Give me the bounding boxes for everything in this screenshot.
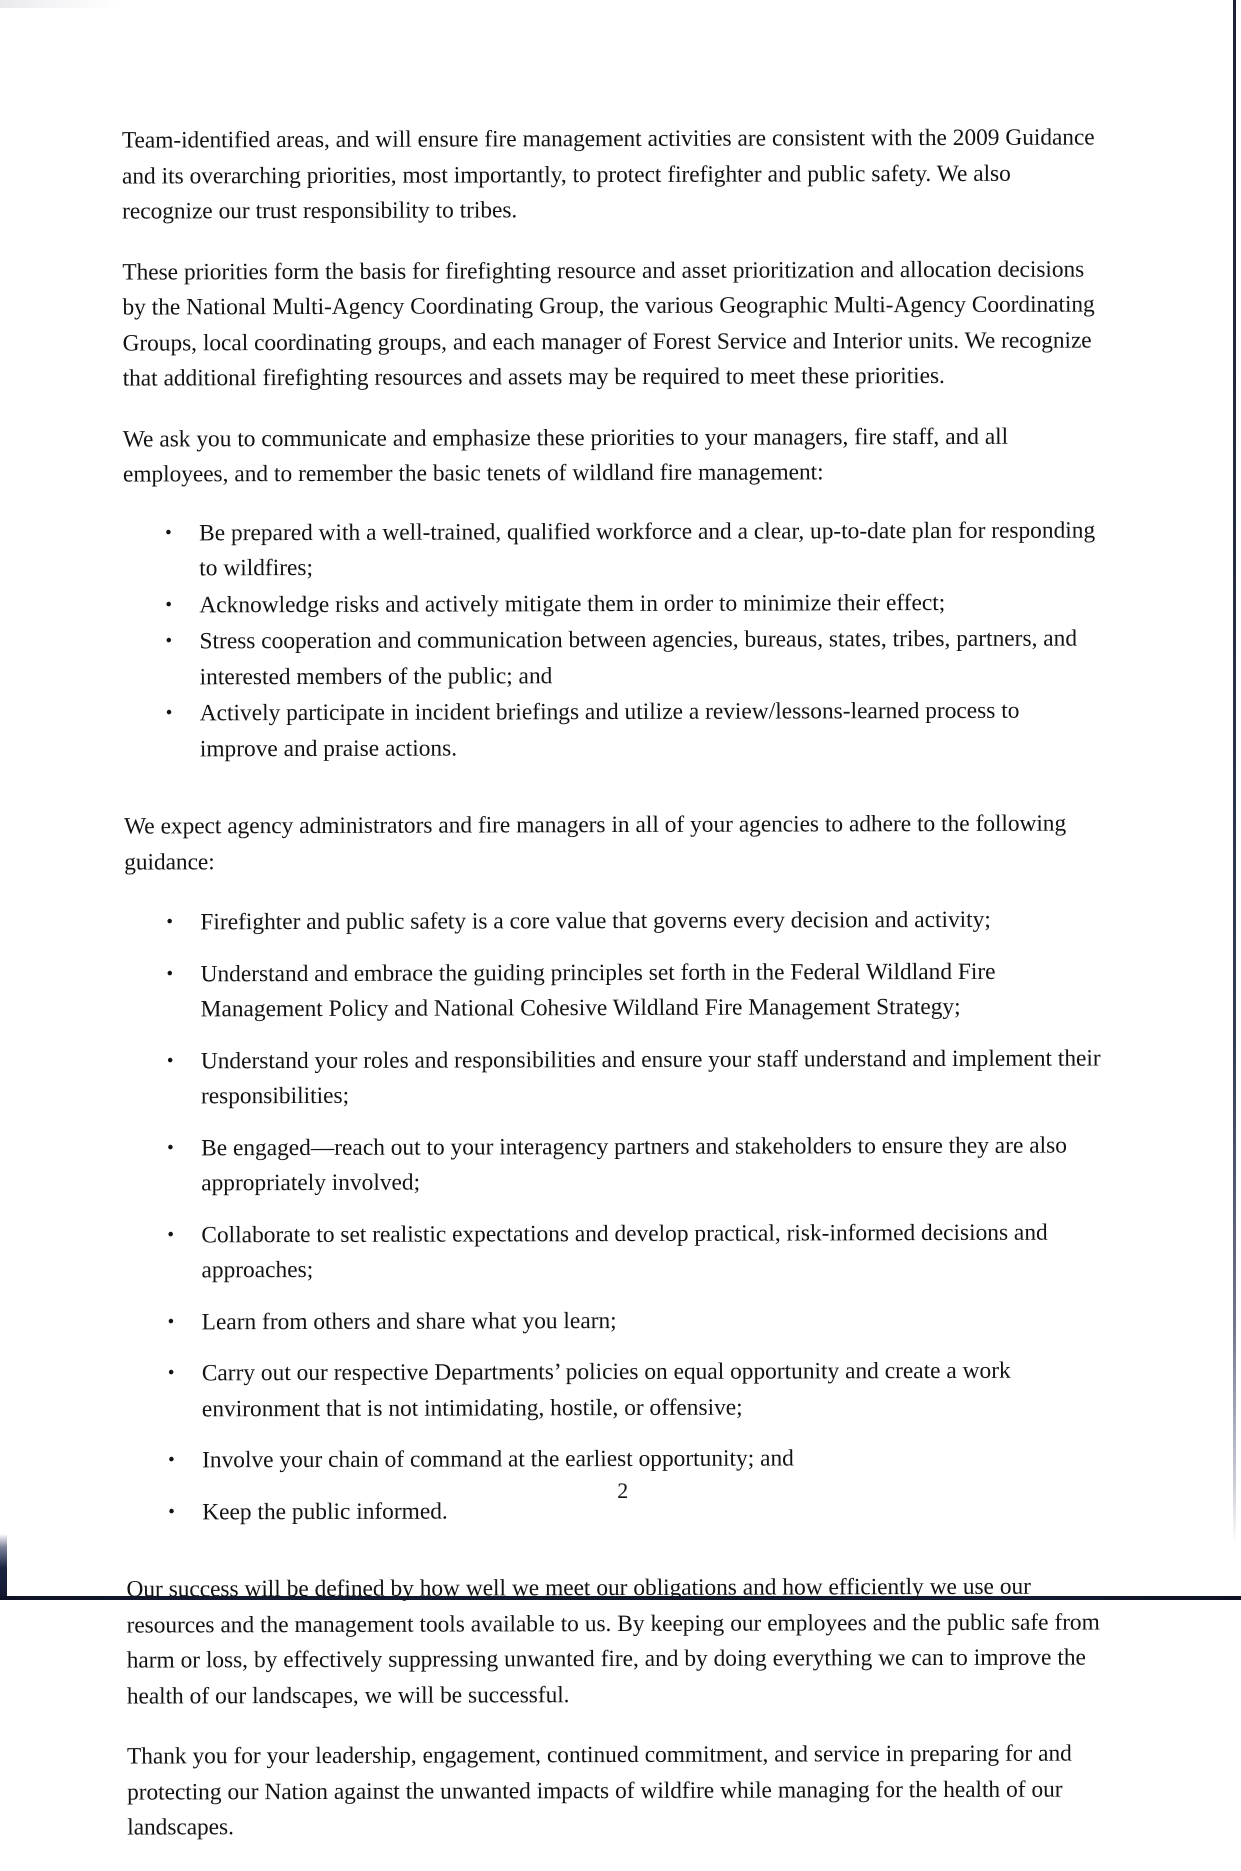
document-body	[122, 120, 1103, 1871]
list-item-text: Firefighter and public safety is a core value that governs every decision and activity;	[200, 906, 991, 936]
bullet-icon: •	[166, 962, 174, 984]
list-item-text: Be prepared with a well-trained, qualified workforce and a clear, up-to-date plan for responding to wildfires;	[199, 517, 1096, 582]
list-item	[123, 621, 1099, 695]
page-number: 2	[617, 1477, 629, 1504]
list-item	[126, 1302, 1102, 1341]
bullet-icon: •	[166, 911, 174, 933]
paragraph-5: Our success will be defined by how well we meet our obligations and how efficiently we use our resources and the management tools available to us. By keeping our employees and the public safe from harm or loss, by effectively suppressing unwanted fire, and by doing everything we can to improve the health of our landscapes, we will be successful.	[126, 1573, 1100, 1710]
bullet-icon: •	[165, 593, 173, 615]
list-item	[125, 1215, 1101, 1289]
list-item	[124, 693, 1100, 767]
bullet-icon: •	[166, 1049, 174, 1071]
list-item-text: Actively participate in incident briefings and utilize a review/lessons-learned process to improve and praise actions.	[199, 697, 1020, 762]
list-item	[123, 585, 1099, 624]
guidance-bullet-list	[124, 902, 1102, 1530]
tenets-bullet-list	[123, 513, 1100, 768]
list-item	[125, 1128, 1101, 1202]
list-item	[123, 513, 1099, 587]
bullet-icon: •	[165, 630, 173, 652]
list-item-text: Involve your chain of command at the earliest opportunity; and	[202, 1445, 794, 1474]
list-item	[126, 1440, 1102, 1479]
bullet-icon: •	[165, 702, 173, 724]
paragraph-1: Team-identified areas, and will ensure fire management activities are consistent with the 2009 Guidance and its overarching priorities, most importantly, to protect firefighter and public safety. We also recognize our trust responsibility to tribes.	[121, 124, 1095, 225]
list-item-text: Keep the public informed.	[202, 1498, 448, 1525]
list-item	[126, 1353, 1102, 1427]
bullet-icon: •	[167, 1223, 175, 1245]
bullet-icon: •	[168, 1449, 175, 1471]
list-item-text: Understand your roles and responsibilities and ensure your staff understand and implement their responsibilities;	[200, 1044, 1101, 1110]
list-item	[124, 902, 1100, 941]
paragraph-4: We expect agency administrators and fire managers in all of your agencies to adhere to the following guidance:	[124, 810, 1067, 876]
bullet-icon: •	[168, 1500, 175, 1522]
list-item-text: Stress cooperation and communication between agencies, bureaus, states, tribes, partners, and interested members of the public; and	[199, 625, 1078, 690]
list-item-text: Collaborate to set realistic expectations and develop practical, risk-informed decisions and approaches;	[201, 1219, 1048, 1284]
list-item-text: Acknowledge risks and actively mitigate them in order to minimize their effect;	[199, 589, 946, 618]
bullet-icon: •	[167, 1136, 174, 1158]
bullet-icon: •	[165, 521, 172, 543]
paragraph-2: These priorities form the basis for firefighting resource and asset prioritization and allocation decisions by the National Multi-Agency Coordinating Group, the various Geographic Multi-Agency Coordinating Groups, local coordinating groups, and each manager of Forest Service and Interior units. We recognize that additional firefighting resources and assets may be required to meet these priorities.	[122, 256, 1095, 392]
bullet-icon: •	[167, 1362, 175, 1384]
list-item	[124, 954, 1100, 1028]
list-item-text: Carry out our respective Departments’ policies on equal opportunity and create a work environment that is not intimidating, hostile, or offensive;	[201, 1357, 1011, 1422]
paragraph-3: We ask you to communicate and emphasize these priorities to your managers, fire staff, and all employees, and to remember the basic tenets of wildland fire management:	[122, 423, 1009, 488]
list-item-text: Be engaged—reach out to your interagency partners and stakeholders to ensure they are also appropriately involved;	[201, 1132, 1067, 1197]
list-item-text: Understand and embrace the guiding principles set forth in the Federal Wildland Fire Management Policy and National Cohesive Wildland Fire Management Strategy;	[200, 958, 996, 1023]
paragraph-6: Thank you for your leadership, engagement, continued commitment, and service in preparing for and protecting our Nation against the unwanted impacts of wildfire while managing for the health of our landscapes.	[126, 1740, 1072, 1841]
list-item-text: Learn from others and share what you learn;	[201, 1307, 617, 1335]
bullet-icon: •	[167, 1310, 175, 1332]
list-item	[125, 1041, 1101, 1115]
